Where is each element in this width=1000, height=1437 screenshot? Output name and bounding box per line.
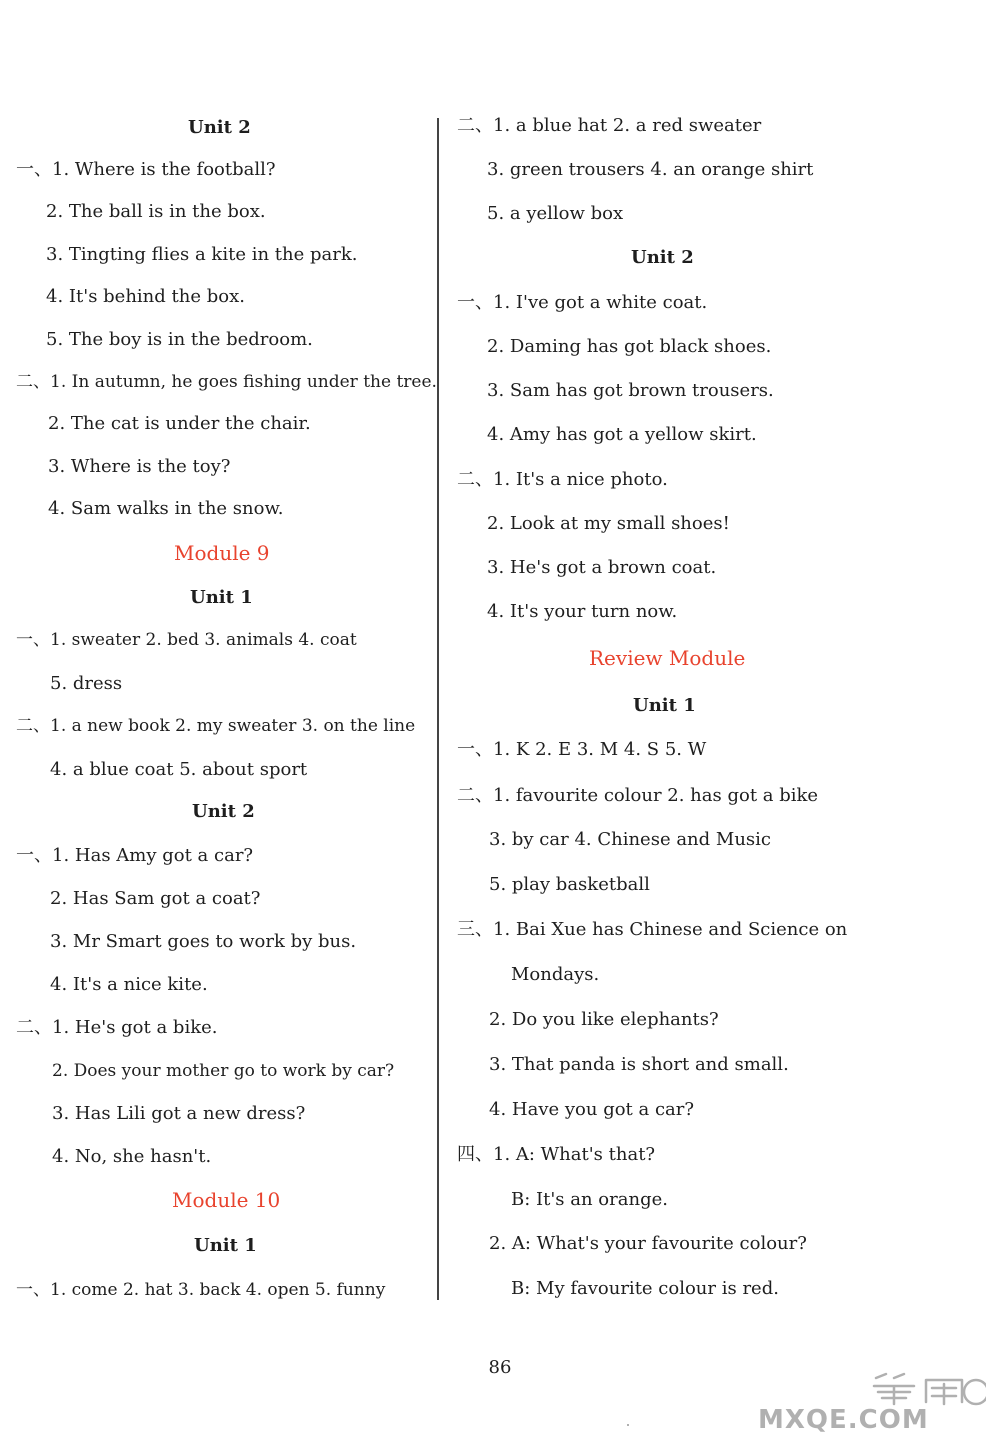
module-heading: Module 9 xyxy=(174,541,270,565)
answer-line: 3. by car 4. Chinese and Music xyxy=(489,829,771,850)
watermark-text: MXQE.COM xyxy=(758,1405,929,1432)
page-number: 86 xyxy=(488,1357,512,1378)
answer-line: 一、1. sweater 2. bed 3. animals 4. coat xyxy=(16,630,357,650)
answer-line: 2. A: What's your favourite colour? xyxy=(489,1233,807,1254)
answer-line: 3. That panda is short and small. xyxy=(489,1054,789,1075)
answer-line: 3. He's got a brown coat. xyxy=(487,557,717,578)
answer-line: B: My favourite colour is red. xyxy=(511,1278,779,1299)
module-heading: Module 10 xyxy=(172,1188,281,1212)
answer-line: 2. Do you like elephants? xyxy=(489,1009,719,1030)
answer-line: 5. dress xyxy=(50,673,123,694)
answer-line: 5. a yellow box xyxy=(487,203,624,224)
answer-line: 二、1. In autumn, he goes fishing under the tree. xyxy=(16,372,437,392)
answer-line: 二、1. a new book 2. my sweater 3. on the line xyxy=(16,716,416,736)
answer-line: 2. Daming has got black shoes. xyxy=(487,336,772,357)
answer-line: 一、1. come 2. hat 3. back 4. open 5. funny xyxy=(16,1280,386,1300)
module-heading: Review Module xyxy=(589,646,746,670)
answer-line: 4. a blue coat 5. about sport xyxy=(50,759,308,780)
answer-line: 2. Look at my small shoes! xyxy=(487,513,730,534)
unit-heading: Unit 1 xyxy=(190,587,253,608)
answer-line: 2. The ball is in the box. xyxy=(46,201,266,222)
answer-line: 三、1. Bai Xue has Chinese and Science on xyxy=(457,919,848,940)
unit-heading: Unit 2 xyxy=(631,247,694,268)
column-divider xyxy=(437,118,439,1300)
answer-line: 4. It's a nice kite. xyxy=(50,974,208,995)
answer-line: 3. Sam has got brown trousers. xyxy=(487,380,774,401)
unit-heading: Unit 2 xyxy=(192,801,255,822)
answer-line: 二、1. favourite colour 2. has got a bike xyxy=(457,785,819,806)
watermark-logo xyxy=(756,1372,986,1432)
answer-line: 2. Has Sam got a coat? xyxy=(50,888,261,909)
answer-line: 一、1. I've got a white coat. xyxy=(457,292,708,313)
answer-line: 4. Sam walks in the snow. xyxy=(48,498,284,519)
answer-line: 2. The cat is under the chair. xyxy=(48,413,311,434)
answer-line: 二、1. He's got a bike. xyxy=(16,1017,218,1038)
answer-line: 4. Amy has got a yellow skirt. xyxy=(487,424,757,445)
answer-line: 3. Tingting flies a kite in the park. xyxy=(46,244,358,265)
answer-line: 二、1. It's a nice photo. xyxy=(457,469,668,490)
speck xyxy=(627,1424,629,1426)
unit-heading: Unit 2 xyxy=(188,117,251,138)
unit-heading: Unit 1 xyxy=(633,695,696,716)
answer-line: 5. The boy is in the bedroom. xyxy=(46,329,313,350)
answer-line: 2. Does your mother go to work by car? xyxy=(52,1061,395,1081)
answer-line: 四、1. A: What's that? xyxy=(457,1144,656,1165)
answer-line: 一、1. Where is the football? xyxy=(16,159,276,180)
answer-line: 一、1. K 2. E 3. M 4. S 5. W xyxy=(457,739,707,760)
answer-line: 3. Has Lili got a new dress? xyxy=(52,1103,306,1124)
answer-line: B: It's an orange. xyxy=(511,1189,668,1210)
unit-heading: Unit 1 xyxy=(194,1235,257,1256)
answer-line: 3. Mr Smart goes to work by bus. xyxy=(50,931,357,952)
answer-line: Mondays. xyxy=(511,964,600,985)
answer-line: 4. It's behind the box. xyxy=(46,286,245,307)
answer-line: 4. No, she hasn't. xyxy=(52,1146,212,1167)
answer-line: 4. Have you got a car? xyxy=(489,1099,695,1120)
answer-line: 一、1. Has Amy got a car? xyxy=(16,845,254,866)
answer-line: 5. play basketball xyxy=(489,874,650,895)
answer-line: 二、1. a blue hat 2. a red sweater xyxy=(457,115,762,136)
answer-line: 4. It's your turn now. xyxy=(487,601,678,622)
answer-line: 3. Where is the toy? xyxy=(48,456,231,477)
answer-line: 3. green trousers 4. an orange shirt xyxy=(487,159,814,180)
